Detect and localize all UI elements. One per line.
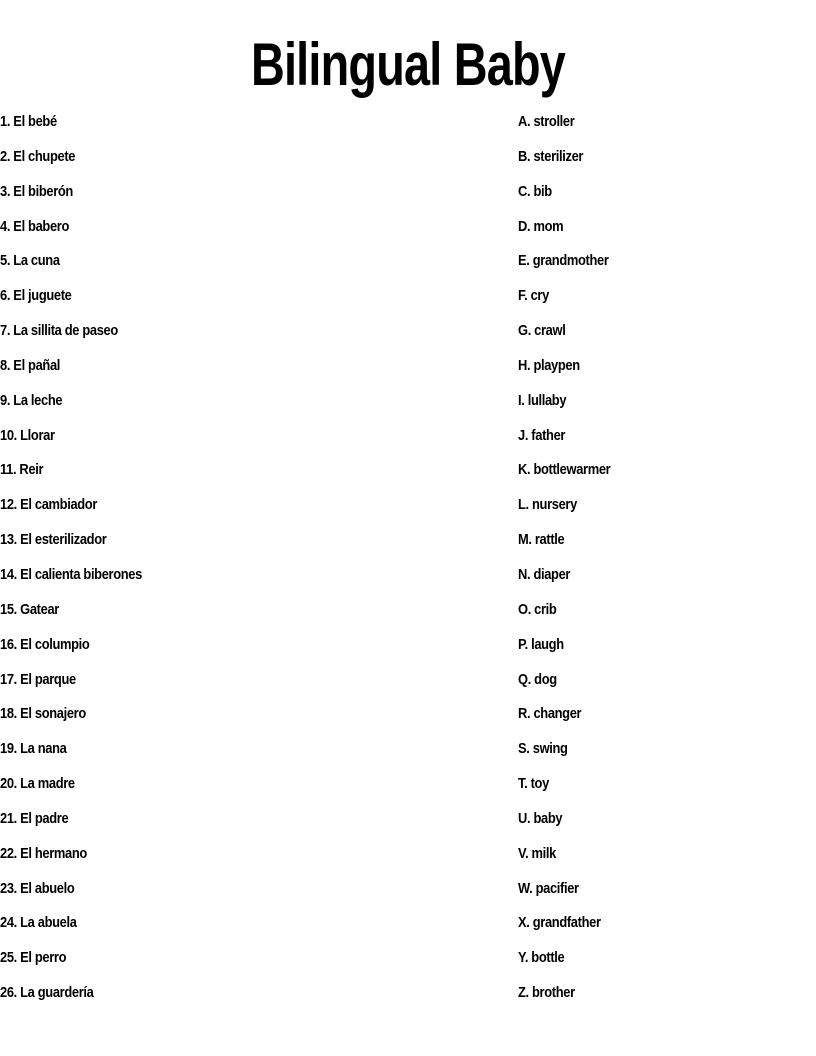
spanish-word-item: 19. La nana bbox=[0, 740, 67, 758]
spanish-word-list bbox=[0, 112, 165, 1018]
english-word-item: U. baby bbox=[518, 809, 563, 827]
english-word-item: C. bib bbox=[518, 182, 552, 200]
spanish-word-item: 3. El biberón bbox=[0, 182, 73, 200]
english-word-item: B. sterilizer bbox=[518, 147, 584, 165]
spanish-word-item: 11. Reir bbox=[0, 461, 44, 479]
english-word-item: P. laugh bbox=[518, 635, 564, 653]
english-word-item: H. playpen bbox=[518, 356, 580, 374]
english-word-item: I. lullaby bbox=[518, 391, 567, 409]
english-word-item: L. nursery bbox=[518, 496, 577, 514]
spanish-word-item: 10. Llorar bbox=[0, 426, 55, 444]
spanish-word-item: 17. El parque bbox=[0, 670, 76, 688]
spanish-word-item: 25. El perro bbox=[0, 949, 67, 967]
english-word-item: A. stroller bbox=[518, 113, 575, 130]
spanish-word-item: 13. El esterilizador bbox=[0, 531, 107, 549]
spanish-word-item: 22. El hermano bbox=[0, 844, 87, 862]
spanish-word-item: 6. El juguete bbox=[0, 287, 72, 305]
english-word-item: X. grandfather bbox=[518, 914, 601, 932]
spanish-word-item: 18. El sonajero bbox=[0, 705, 86, 723]
spanish-word-item: 5. La cuna bbox=[0, 252, 60, 270]
english-word-item: M. rattle bbox=[518, 531, 565, 549]
english-word-item: O. crib bbox=[518, 600, 557, 618]
english-word-item: E. grandmother bbox=[518, 252, 609, 270]
english-word-item: F. cry bbox=[518, 287, 549, 305]
english-word-item: G. crawl bbox=[518, 322, 566, 340]
spanish-word-item: 15. Gatear bbox=[0, 600, 59, 618]
spanish-word-item: 2. El chupete bbox=[0, 147, 76, 165]
english-word-item: Q. dog bbox=[518, 670, 557, 688]
english-word-item: S. swing bbox=[518, 740, 568, 758]
english-word-item: D. mom bbox=[518, 217, 564, 235]
spanish-word-item: 14. El calienta biberones bbox=[0, 565, 142, 583]
spanish-word-item: 26. La guardería bbox=[0, 984, 94, 1002]
english-word-list bbox=[518, 112, 625, 1018]
spanish-word-item: 24. La abuela bbox=[0, 914, 77, 932]
english-word-item: R. changer bbox=[518, 705, 582, 723]
page-title: Bilingual Baby bbox=[250, 31, 566, 98]
english-word-item: V. milk bbox=[518, 844, 557, 862]
spanish-word-item: 8. El pañal bbox=[0, 356, 61, 374]
spanish-word-item: 7. La sillita de paseo bbox=[0, 322, 118, 340]
spanish-word-item: 23. El abuelo bbox=[0, 879, 75, 897]
spanish-word-item: 4. El babero bbox=[0, 217, 70, 235]
spanish-word-item: 1. El bebé bbox=[0, 113, 57, 130]
spanish-word-item: 16. El columpio bbox=[0, 635, 90, 653]
spanish-word-item: 12. El cambiador bbox=[0, 496, 98, 514]
english-word-item: Z. brother bbox=[518, 984, 575, 1002]
english-word-item: K. bottlewarmer bbox=[518, 461, 611, 479]
english-word-item: T. toy bbox=[518, 775, 549, 793]
english-word-item: J. father bbox=[518, 426, 566, 444]
spanish-word-item: 9. La leche bbox=[0, 391, 63, 409]
spanish-word-item: 21. El padre bbox=[0, 809, 69, 827]
spanish-word-item: 20. La madre bbox=[0, 775, 75, 793]
english-word-item: N. diaper bbox=[518, 565, 571, 583]
english-word-item: W. pacifier bbox=[518, 879, 579, 897]
english-word-item: Y. bottle bbox=[518, 949, 565, 967]
